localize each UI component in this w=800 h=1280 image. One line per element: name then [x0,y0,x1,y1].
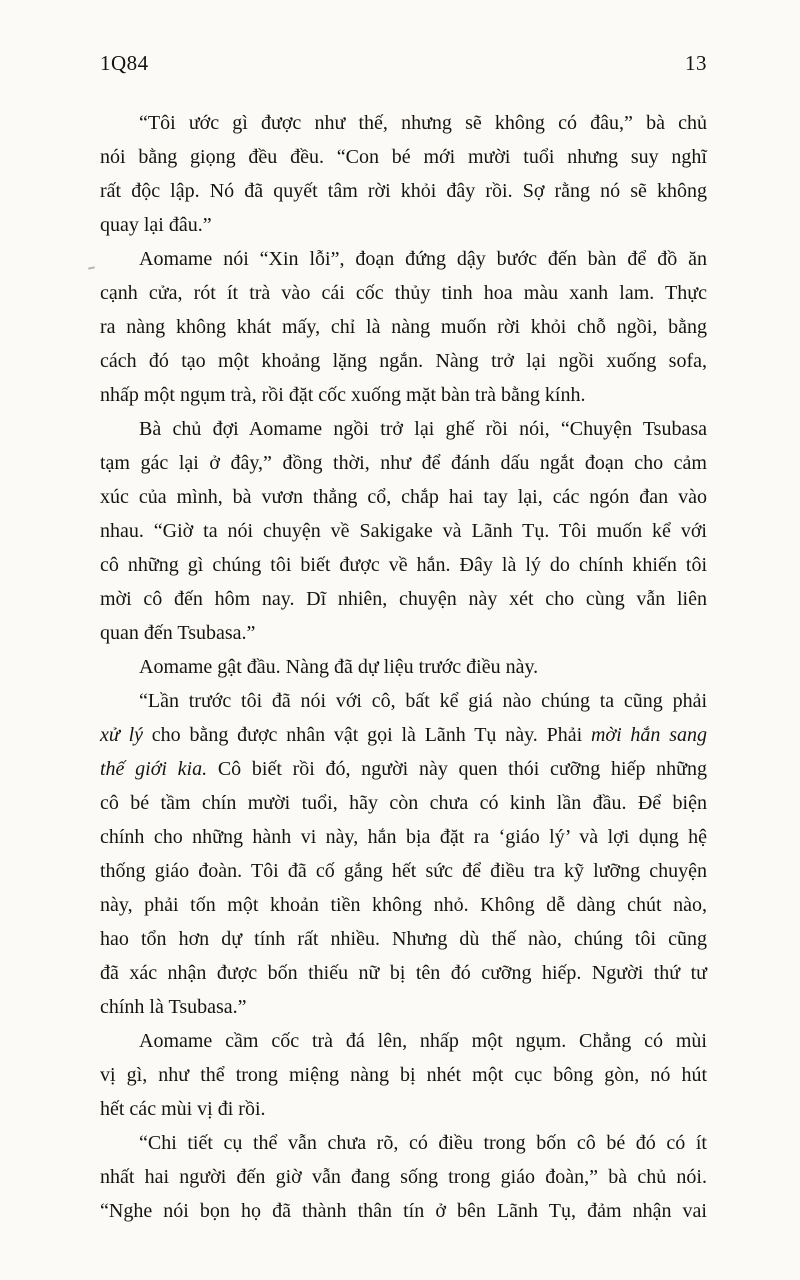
text-segment: nhấp một ngụm trà, rồi đặt cốc xuống mặt bàn trà bằng kính. [100,384,586,406]
text-line [100,650,707,684]
italic-text-segment: mời hắn sang [590,724,707,746]
text-line [100,106,707,140]
text-segment: Aomame gật đầu. Nàng đã dự liệu trước điều này. [139,656,539,678]
text-line [100,956,707,990]
scan-artifact-mark [88,266,95,269]
text-segment: quay lại đâu.” [100,214,212,236]
text-line [100,514,707,548]
text-segment: thống giáo đoàn. Tôi đã cố gắng hết sức để điều tra kỹ lưỡng chuyện [100,860,707,882]
text-segment: nói bằng giọng đều đều. “Con bé mới mười tuổi nhưng suy nghĩ [100,146,707,168]
text-segment: tạm gác lại ở đây,” đồng thời, như để đánh dấu ngắt đoạn cho cảm [100,452,707,474]
body-text [100,106,707,1228]
text-line [100,174,707,208]
text-segment: chính cho những hành vi này, hắn bịa đặt ra ‘giáo lý’ và lợi dụng hệ [100,826,707,848]
text-line [100,786,707,820]
text-segment: hao tổn hơn dự tính rất nhiều. Nhưng dù thế nào, chúng tôi cũng [100,928,707,950]
text-line [100,242,707,276]
text-segment: Bà chủ đợi Aomame ngồi trở lại ghế rồi nói, “Chuyện Tsubasa [139,418,707,440]
text-segment: xúc của mình, bà vươn thẳng cổ, chắp hai tay lại, các ngón đan vào [100,486,707,508]
text-segment: cách đó tạo một khoảng lặng ngắn. Nàng trở lại ngồi xuống sofa, [100,350,707,372]
text-line [100,276,707,310]
text-segment: “Lần trước tôi đã nói với cô, bất kể giá nào chúng ta cũng phải [139,690,707,712]
text-line [100,480,707,514]
text-segment: mời cô đến hôm nay. Dĩ nhiên, chuyện này xét cho cùng vẫn liên [100,588,707,610]
text-segment: chính là Tsubasa.” [100,996,247,1018]
text-line [100,378,707,412]
text-line [100,684,707,718]
text-segment: “Chi tiết cụ thể vẫn chưa rõ, có điều trong bốn cô bé đó có ít [139,1132,707,1154]
text-line [100,1092,707,1126]
text-line [100,718,707,752]
text-line [100,140,707,174]
text-line [100,548,707,582]
text-segment: Cô biết rồi đó, người này quen thói cưỡng hiếp những [207,758,708,780]
text-line [100,1024,707,1058]
text-line [100,854,707,888]
text-line [100,310,707,344]
text-line [100,446,707,480]
text-segment: nhất hai người đến giờ vẫn đang sống trong giáo đoàn,” bà chủ nói. [100,1166,707,1188]
text-segment: ra nàng không khát mấy, chỉ là nàng muốn rời khỏi chỗ ngồi, bằng [100,316,707,338]
text-line [100,1160,707,1194]
italic-text-segment: xử lý [100,724,144,746]
text-line [100,752,707,786]
italic-text-segment: thế giới kia. [100,758,208,780]
text-segment: cô bé tầm chín mười tuổi, hãy còn chưa có kinh lần đầu. Để biện [100,792,707,814]
text-segment: cạnh cửa, rót ít trà vào cái cốc thủy tinh hoa màu xanh lam. Thực [100,282,707,304]
text-segment: “Nghe nói bọn họ đã thành thân tín ở bên Lãnh Tụ, đảm nhận vai [100,1200,707,1222]
text-line [100,616,707,650]
text-segment: Aomame nói “Xin lỗi”, đoạn đứng dậy bước đến bàn để đồ ăn [139,248,707,270]
page-number: 13 [685,51,707,75]
running-head-title: 1Q84 [100,51,149,75]
text-segment: rất độc lập. Nó đã quyết tâm rời khỏi đây rồi. Sợ rằng nó sẽ không [100,180,707,202]
text-segment: này, phải tốn một khoản tiền không nhỏ. Không dễ dàng chút nào, [100,894,707,916]
text-segment: hết các mùi vị đi rồi. [100,1098,266,1120]
text-line [100,1126,707,1160]
text-segment: quan đến Tsubasa.” [100,622,256,644]
text-segment: “Tôi ước gì được như thế, nhưng sẽ không có đâu,” bà chủ [139,112,707,134]
text-line [100,922,707,956]
text-segment: cô những gì chúng tôi biết được về hắn. Đây là lý do chính khiến tôi [100,554,707,576]
text-segment: cho bằng được nhân vật gọi là Lãnh Tụ này. Phải [143,724,591,746]
text-segment: vị gì, như thể trong miệng nàng bị nhét một cục bông gòn, nó hút [100,1064,707,1086]
text-line [100,1194,707,1228]
text-line [100,582,707,616]
text-line [100,344,707,378]
text-line [100,1058,707,1092]
text-line [100,820,707,854]
text-segment: đã xác nhận được bốn thiếu nữ bị tên đó cưỡng hiếp. Người thứ tư [100,962,707,984]
running-head [100,50,707,76]
text-line [100,888,707,922]
text-line [100,412,707,446]
text-line [100,208,707,242]
text-segment: nhau. “Giờ ta nói chuyện về Sakigake và Lãnh Tụ. Tôi muốn kể với [100,520,707,542]
text-line [100,990,707,1024]
text-segment: Aomame cầm cốc trà đá lên, nhấp một ngụm. Chẳng có mùi [139,1030,707,1052]
